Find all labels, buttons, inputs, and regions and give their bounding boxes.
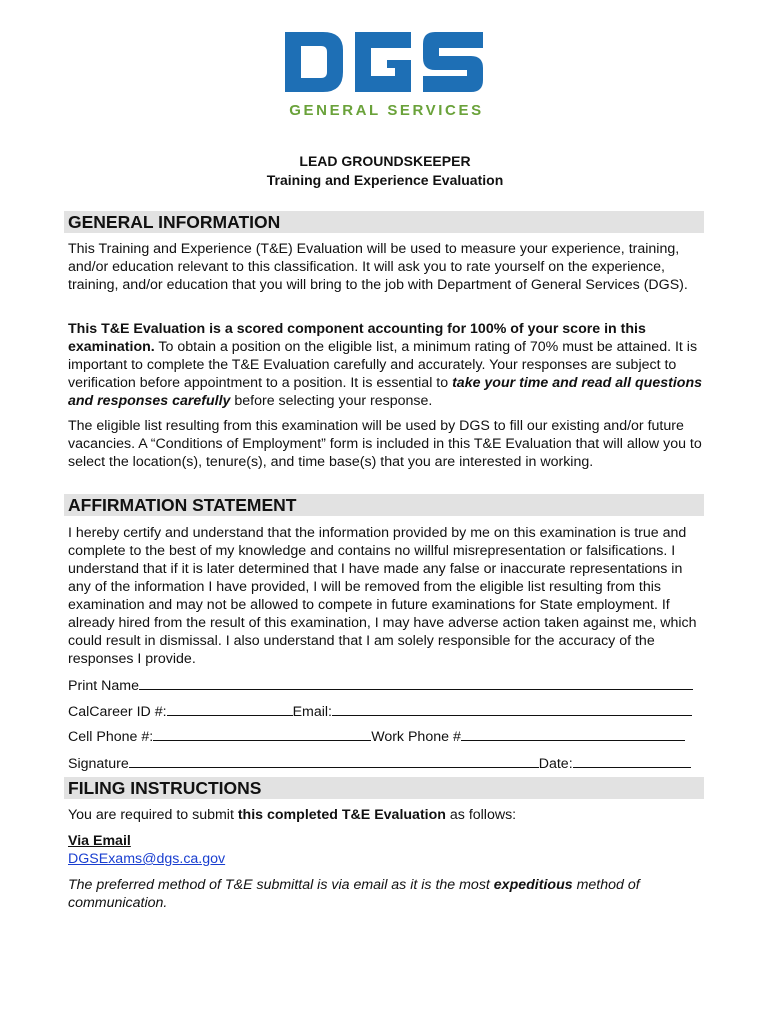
document-title: LEAD GROUNDSKEEPER [299, 153, 471, 169]
filing-intro-end: as follows: [445, 807, 517, 823]
email-label: Email: [292, 704, 332, 720]
general-paragraph-3: The eligible list resulting from this examination will be used by DGS to fill our existing and/or future vacancies. A “Conditions of Employment” form is included in this T&E Evaluation that will allow you to select the location(s), tenure(s), and time base(s) that you are interested in working. [68, 418, 702, 470]
general-paragraph-1: This Training and Experience (T&E) Evaluation will be used to measure your experience, training, and/or education relevant to this classification. It will ask you to rate yourself on the experience, training, and/or education that you will bring to the job with Department of General Services (DGS). [68, 241, 688, 293]
id-email-row [68, 701, 692, 721]
scoring-end: before selecting your response. [230, 393, 433, 409]
work-phone-field[interactable] [461, 726, 685, 741]
logo-subtitle: GENERAL SERVICES [289, 102, 484, 119]
section-affirmation-statement [64, 494, 704, 516]
print-name-label: Print Name [68, 678, 139, 694]
signature-label: Signature [68, 756, 129, 772]
cell-phone-field[interactable] [153, 726, 371, 741]
filing-intro [68, 806, 704, 824]
phone-row [68, 726, 685, 746]
document-subtitle: Training and Experience Evaluation [266, 172, 504, 188]
scoring-statement: This T&E Evaluation is a scored component accounting for 100% of your score in this examination. [68, 321, 646, 355]
scoring-details: To obtain a position on the eligible list, a minimum rating of 70% must be attained. It is important to complete the T&E Evaluation carefully and accurately. Your responses are subject to verification before appointment to a position. It is essential to [68, 339, 698, 391]
signature-row [68, 753, 691, 773]
section-heading: GENERAL INFORMATION [68, 212, 281, 232]
dgs-logo [283, 30, 488, 122]
print-name-field[interactable] [139, 675, 693, 690]
affirmation-paragraph: I hereby certify and understand that the information provided by me on this examination is true and complete to the best of my knowledge and contains no willful misrepresentation or falsifications. I understand that if it is later determined that I have made any false or inaccurate representations in any of the information I have provided, I will be removed from the eligible list resulting from this examination and may not be allowed to compete in future examinations for State employment. If already hired from the result of this examination, I may have adverse action taken against me, which could result in dismissal. I also understand that I am solely responsible for the accuracy of the responses I provide. [68, 525, 697, 667]
email-link-row [68, 850, 704, 868]
careful-reading-emphasis: take your time and read all questions and responses carefully [68, 375, 703, 409]
filing-intro-text: You are required to submit [68, 807, 238, 823]
section-general-information [64, 211, 704, 233]
general-paragraph-2 [68, 320, 704, 410]
section-filing-instructions [64, 777, 704, 799]
filing-note-bold: expeditious [493, 877, 573, 893]
dgs-exams-email-link[interactable]: DGSExams@dgs.ca.gov [68, 851, 226, 867]
cell-phone-label: Cell Phone #: [68, 729, 154, 745]
calcareer-id-field[interactable] [167, 701, 293, 716]
print-name-row [68, 675, 693, 695]
signature-field[interactable] [129, 753, 539, 768]
filing-note [68, 876, 704, 912]
date-label: Date: [538, 756, 573, 772]
date-field[interactable] [573, 753, 691, 768]
email-field[interactable] [332, 701, 692, 716]
via-email-label: Via Email [68, 833, 131, 849]
section-heading: FILING INSTRUCTIONS [68, 778, 262, 798]
filing-intro-bold: this completed T&E Evaluation [237, 807, 446, 823]
work-phone-label: Work Phone # [371, 729, 461, 745]
filing-note-end: method of communication. [68, 877, 640, 911]
section-heading: AFFIRMATION STATEMENT [68, 495, 297, 515]
filing-note-text: The preferred method of T&E submittal is via email as it is the most [68, 877, 494, 893]
calcareer-id-label: CalCareer ID #: [68, 704, 167, 720]
